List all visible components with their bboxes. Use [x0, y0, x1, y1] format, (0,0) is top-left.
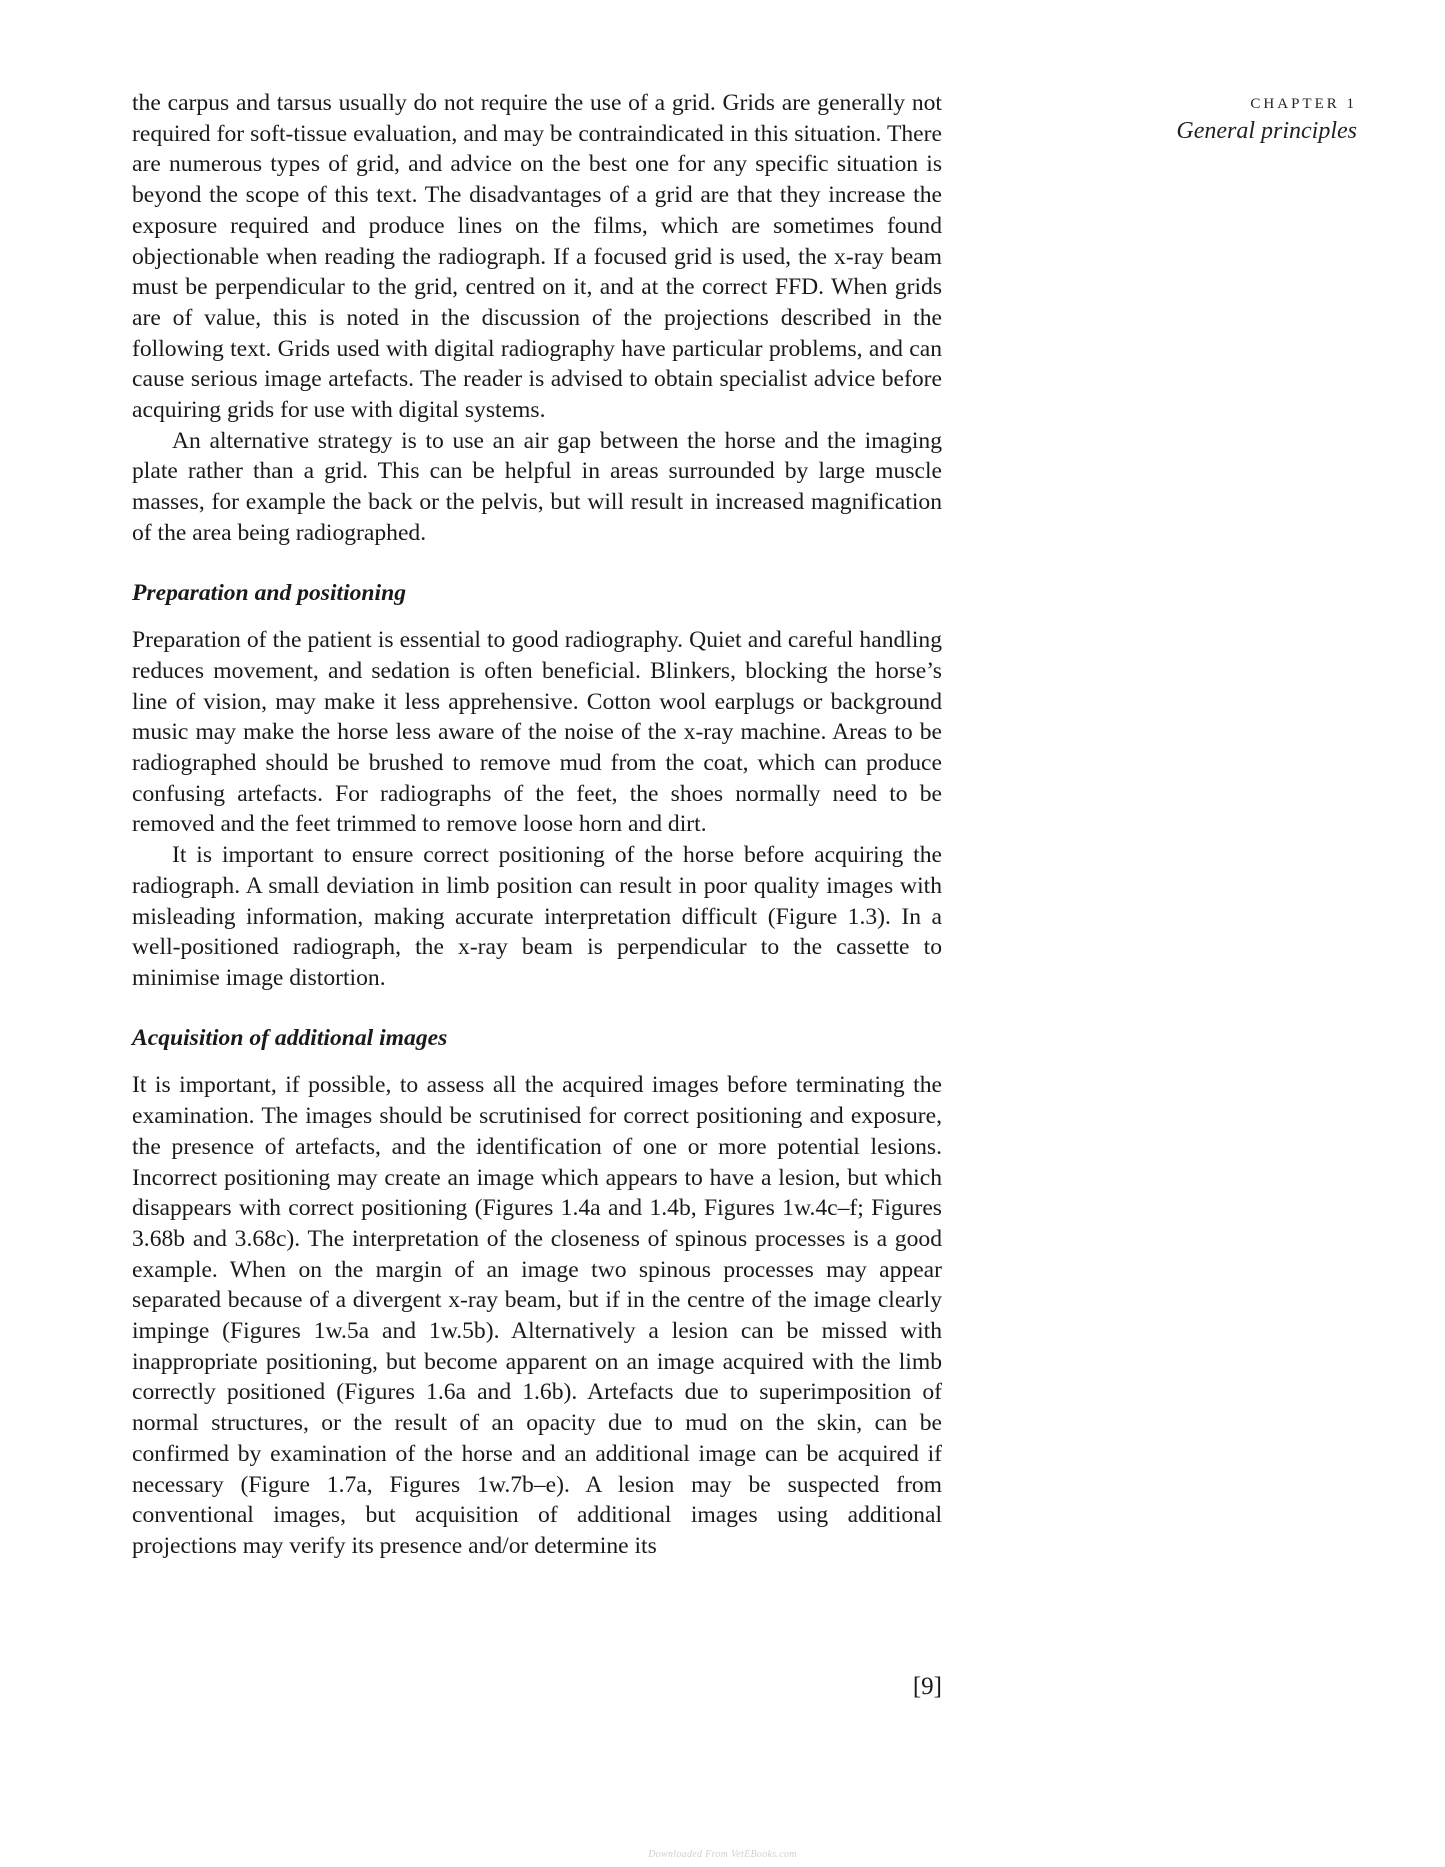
chapter-label: CHAPTER 1 [1250, 96, 1357, 112]
paragraph-grids: the carpus and tarsus usually do not require the use of a grid. Grids are generally not required for soft-tissue evaluation, and may be contraindicated in this situation. There are numerous types of grid, and advice on the best one for any specific situation is beyond the scope of this text. The disadvantages of a grid are that they increase the exposure required and produce lines on the films, which are sometimes found objectionable when reading the radiograph. If a focused grid is used, the x-ray beam must be perpendicular to the grid, centred on it, and at the correct FFD. When grids are of value, this is noted in the discussion of the projections described in the following text. Grids used with digital radiography have particular problems, and can cause serious image artefacts. The reader is advised to obtain specialist advice before acquiring grids for use with digital systems. [132, 90, 942, 424]
paragraph-acquisition: It is important, if possible, to assess all the acquired images before terminating the examination. The images should be scrutinised for correct positioning and exposure, the presence of artefacts, and the identification of one or more potential lesions. Incorrect positioning may create an image which appears to have a lesion, but which disappears with correct positioning (Figures 1.4a and 1.4b, Figures 1w.4c–f; Figures 3.68b and 3.68c). The interpretation of the closeness of spinous processes is a good example. When on the margin of an image two spinous processes may appear separated because of a divergent x-ray beam, but if in the centre of the image clearly impinge (Figures 1w.5a and 1w.5b). Alternatively a lesion can be missed with inappropriate positioning, but become apparent on an image acquired with the limb correctly positioned (Figures 1.6a and 1.6b). Artefacts due to superimposition of normal structures, or the result of an opacity due to mud on the skin, can be confirmed by examination of the horse and an additional image can be acquired if necessary (Figure 1.7a, Figures 1w.7b–e). A lesion may be suspected from conventional images, but acquisition of additional images using additional projections may verify its presence and/or determine its [132, 1072, 942, 1559]
paragraph-air-gap: An alternative strategy is to use an air gap between the horse and the imaging plate rather than a grid. This can be helpful in areas surrounded by large muscle masses, for example the back or the pelvis, but will result in increased magnification of the area being radiographed. [132, 427, 942, 546]
section-heading-acquisition: Acquisition of additional images [132, 1024, 448, 1051]
running-head [1176, 92, 1357, 146]
main-text-column [132, 88, 942, 1562]
chapter-title: General principles [1176, 118, 1357, 144]
paragraph-preparation: Preparation of the patient is essential to good radiography. Quiet and careful handling reduces movement, and sedation is often beneficial. Blinkers, blocking the horse’s line of vision, may make it less apprehensive. Cotton wool earplugs or background music may make the horse less aware of the noise of the x-ray machine. Areas to be radiographed should be brushed to remove mud from the coat, which can produce confusing artefacts. For radiographs of the feet, the shoes normally need to be removed and the feet trimmed to remove loose horn and dirt. [132, 627, 942, 838]
paragraph-positioning: It is important to ensure correct positioning of the horse before acquiring the radiograph. A small deviation in limb position can result in poor quality images with misleading information, making accurate interpretation difficult (Figure 1.3). In a well-positioned radiograph, the x-ray beam is perpendicular to the cassette to minimise image distortion. [132, 842, 942, 991]
section-heading-preparation: Preparation and positioning [132, 579, 407, 606]
page-number: [9] [912, 1673, 942, 1700]
download-footer: Downloaded From VetEBooks.com [648, 1849, 797, 1860]
